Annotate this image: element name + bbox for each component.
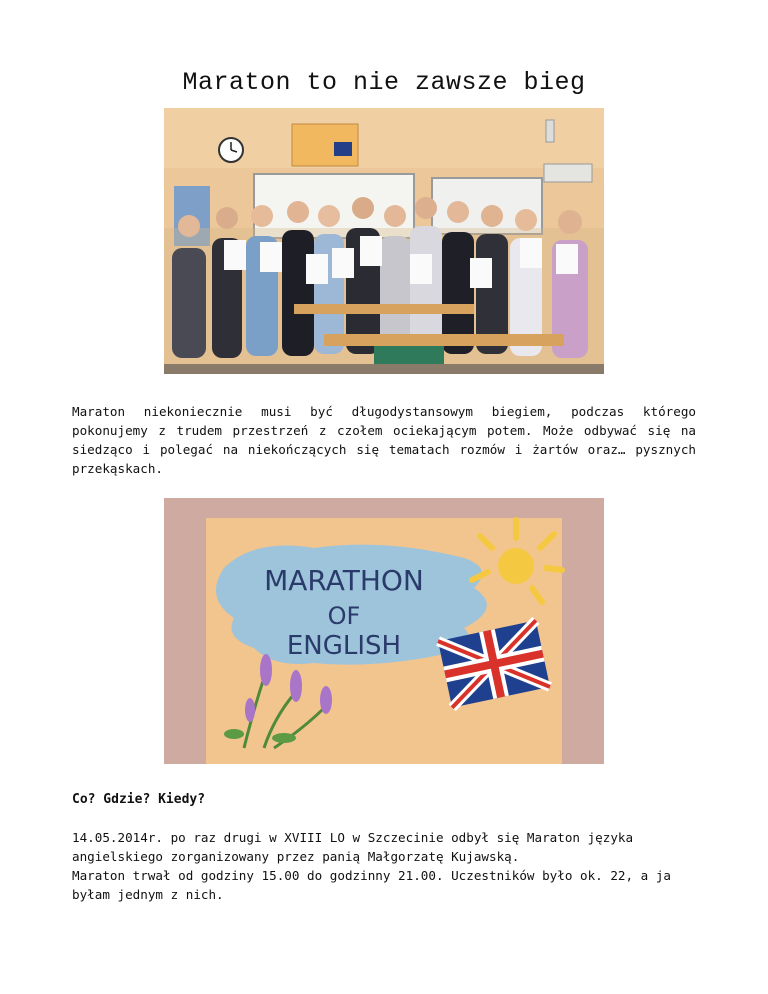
group-photo (164, 108, 604, 374)
group-photo-illustration (164, 108, 604, 374)
details-line: Maraton trwał od godziny 15.00 do godzinny 21.00. Uczestników było ok. 22, a ja (72, 868, 671, 883)
poster-line-of: OF (327, 602, 361, 630)
section-heading: Co? Gdzie? Kiedy? (72, 792, 206, 807)
poster-line-english: ENGLISH (286, 631, 402, 661)
details-line: byłam jednym z nich. (72, 887, 224, 902)
details-line: angielskiego zorganizowany przez panią Małgorzatę Kujawską. (72, 849, 520, 864)
poster-line-marathon: MARATHON (264, 564, 424, 597)
article-title: Maraton to nie zawsze bieg (182, 68, 586, 97)
details-line: 14.05.2014r. po raz drugi w XVIII LO w Szczecinie odbył się Maraton języka (72, 830, 634, 845)
poster-illustration (164, 498, 604, 764)
intro-paragraph: Maraton niekoniecznie musi być długodystansowym biegiem, podczas którego pokonujemy z trudem przestrzeń z czołem ociekającym potem. Może odbywać się na siedząco i polegać na niekończących się tematach rozmów i żartów oraz… pysznych przekąskach. (72, 404, 696, 476)
poster-photo (164, 498, 604, 764)
details-paragraph (72, 828, 696, 904)
